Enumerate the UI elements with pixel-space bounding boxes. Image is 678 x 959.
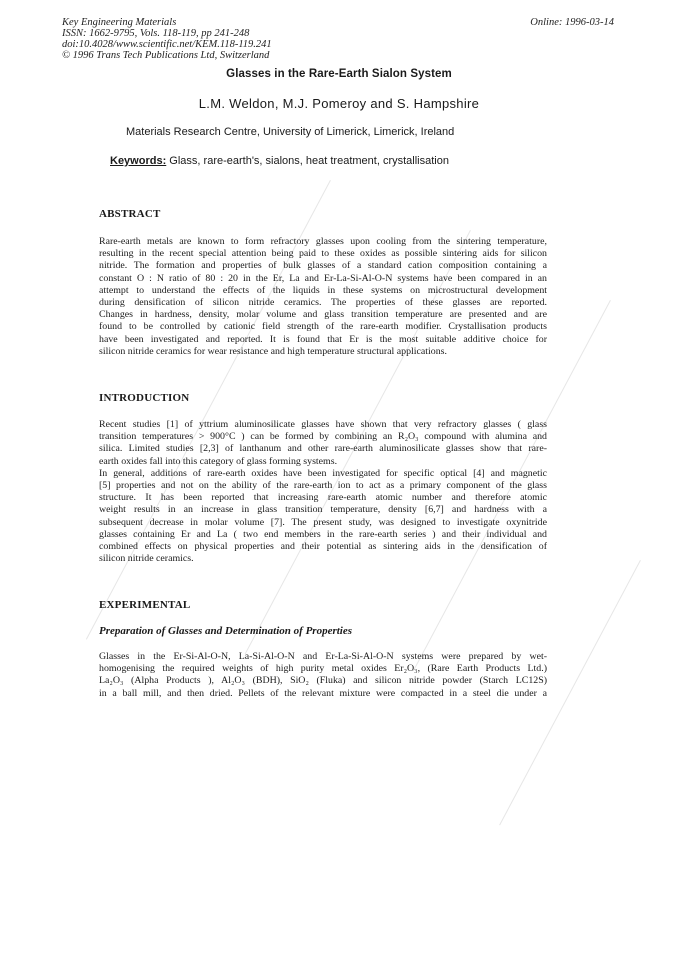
introduction-line: transition temperatures > 900°C ) can be formed by combining an R₂O₃ compound with alumina and — [99, 431, 547, 443]
issn-line: ISSN: 1662-9795, Vols. 118-119, pp 241-248 — [62, 28, 250, 39]
introduction-line: silica. Limited studies [2,3] of lanthanum and other rare-earth aluminosilicate glasses show that rare- — [99, 443, 547, 455]
abstract-line: have been investigated and reported. It is found that Er is the most suitable additive choice for — [99, 333, 547, 345]
paper-title: Glasses in the Rare-Earth Sialon System — [226, 68, 452, 80]
experimental-line: in a ball mill, and then dried. Pellets of the relevant mixture were compacted in a steel die under a — [99, 687, 547, 699]
abstract-line: attempt to understand the effects of the liquids in these systems on microstructural development — [99, 284, 547, 296]
paper-authors: L.M. Weldon, M.J. Pomeroy and S. Hampshire — [198, 96, 480, 111]
experimental-body — [99, 651, 547, 700]
doi-line: doi:10.4028/www.scientific.net/KEM.118-119.241 — [62, 39, 272, 50]
abstract-line: resulting in the recent special attention being paid to these oxides as possible sintering aids for silicon — [99, 248, 547, 260]
keywords-text: Glass, rare-earth's, sialons, heat treatment, crystallisation — [166, 155, 449, 167]
introduction-line: Recent studies [1] of yttrium aluminosilicate glasses have shown that very refractory glasses ( glass — [99, 419, 547, 430]
introduction-line: combined effects on physical properties and their potential as sintering aids in the densification of — [99, 541, 547, 553]
introduction-body — [99, 419, 547, 565]
experimental-line: homogenising the required weights of high purity metal oxides Er₂O₃, (Rare Earth Products Ltd.) — [99, 663, 547, 675]
affiliation: Materials Research Centre, University of Limerick, Limerick, Ireland — [126, 126, 455, 138]
keywords-label: Keywords: — [110, 155, 167, 167]
introduction-line: weight results in an increase in glass transition temperature, density [6,7] and hardness with a — [99, 504, 547, 516]
abstract-line: constant O : N ratio of 80 : 20 in the Er, La and Er-La-Si-Al-O-N systems have been compared in an — [99, 272, 547, 284]
abstract-line: Changes in hardness, density, molar volume and glass transition temperature are presented and are — [99, 309, 547, 321]
online-date: Online: 1996-03-14 — [530, 17, 614, 28]
experimental-line: La₂O₃ (Alpha Products ), Al₂O₃ (BDH), SiO₂ (Fluka) and silicon nitride powder (Starch LC12S) — [99, 675, 547, 687]
introduction-line: subsequent decrease in molar volume [7]. The present study, was designed to investigate oxynitride — [99, 516, 547, 528]
abstract-line: Rare-earth metals are known to form refractory glasses upon cooling from the sintering temperature, — [99, 236, 547, 247]
abstract-body — [99, 236, 547, 358]
copyright-line: © 1996 Trans Tech Publications Ltd, Switzerland — [62, 50, 270, 61]
citation-header — [62, 17, 362, 61]
introduction-heading: INTRODUCTION — [99, 392, 190, 404]
introduction-line: In general, additions of rare-earth oxides have been investigated for specific optical [4] and magnetic — [99, 467, 547, 479]
introduction-line: earth oxides fall into this category of glass forming systems. — [99, 455, 338, 467]
introduction-line: [5] properties and not on the ability of the rare-earth ion to act as a primary component of the glass — [99, 480, 547, 492]
experimental-line: Glasses in the Er-Si-Al-O-N, La-Si-Al-O-N and Er-La-Si-Al-O-N systems were prepared by wet- — [99, 651, 547, 662]
abstract-heading: ABSTRACT — [99, 208, 161, 220]
journal-name: Key Engineering Materials — [62, 17, 177, 28]
abstract-line: silicon nitride ceramics for wear resistance and high temperature structural applications. — [99, 345, 447, 357]
experimental-subheading: Preparation of Glasses and Determination of Properties — [99, 625, 353, 637]
abstract-line: nitride. The formation and properties of bulk glasses of a standard cation composition containing a — [99, 260, 547, 272]
introduction-line: structure. It has been reported that increasing rare-earth atomic number and therefore atomic — [99, 492, 547, 504]
introduction-line: glasses containing Er and La ( two end members in the rare-earth series ) and their individual and — [99, 528, 547, 540]
abstract-line: during densification of silicon nitride ceramics. The properties of these glasses are reported. — [99, 297, 547, 309]
experimental-heading: EXPERIMENTAL — [99, 599, 191, 611]
abstract-line: found to be controlled by cationic field strength of the rare-earth modifier. Crystallisation products — [99, 321, 547, 333]
introduction-line: silicon nitride ceramics. — [99, 553, 194, 565]
keywords — [110, 155, 449, 167]
